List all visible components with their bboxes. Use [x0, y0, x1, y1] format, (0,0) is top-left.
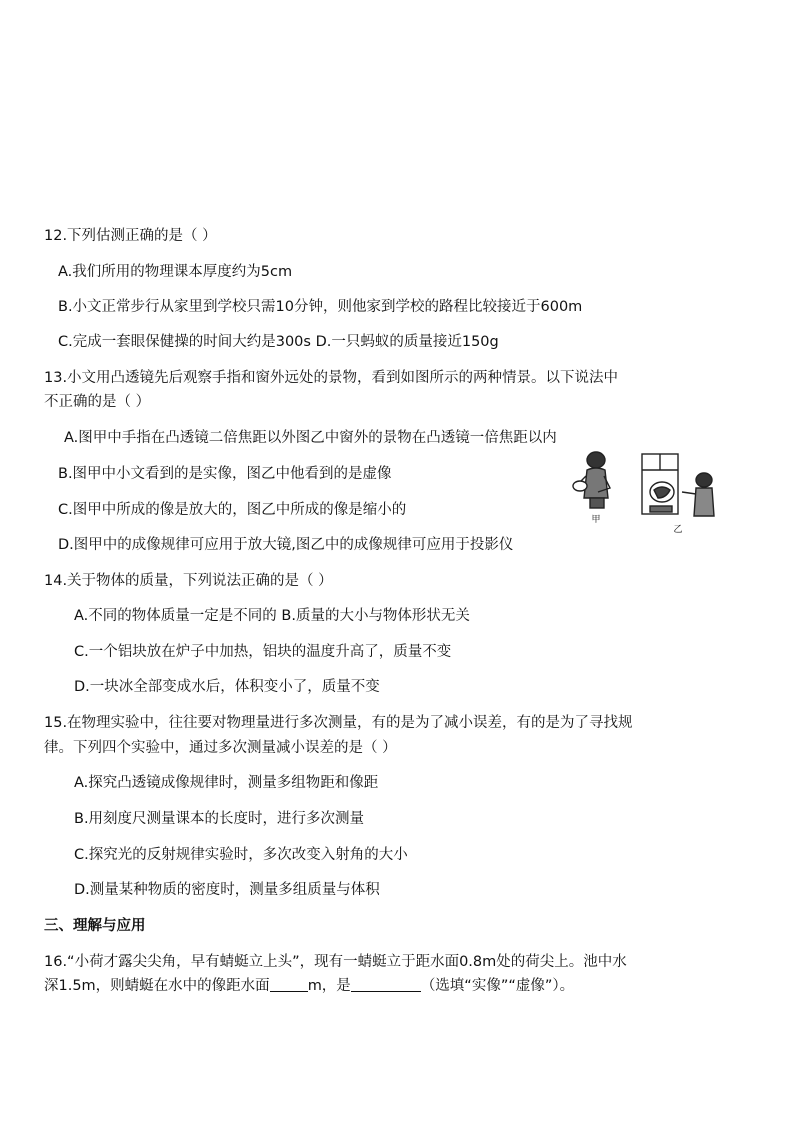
q14-option-ab: A.不同的物体质量一定是不同的 B.质量的大小与物体形状无关 [74, 608, 470, 624]
q16-line2 [44, 976, 574, 996]
q13-option-a: A.图甲中手指在凸透镜二倍焦距以外图乙中窗外的景物在凸透镜一倍焦距以内 [64, 430, 557, 446]
q13-option-c: C.图甲中所成的像是放大的，图乙中所成的像是缩小的 [58, 502, 407, 518]
q15-stem-line2: 律。下列四个实验中，通过多次测量减小误差的是（ ） [44, 740, 397, 756]
q15-stem-line1: 15.在物理实验中，往往要对物理量进行多次测量，有的是为了减小误差，有的是为了寻找规 [44, 715, 633, 731]
q13-option-b: B.图甲中小文看到的是实像，图乙中他看到的是虚像 [58, 466, 392, 482]
q12-option-a: A.我们所用的物理课本厚度约为5cm [58, 264, 293, 280]
q12-option-cd: C.完成一套眼保健操的时间大约是300s D.一只蚂蚁的质量接近150g [58, 334, 499, 350]
q13-stem-line1: 13.小文用凸透镜先后观察手指和窗外远处的景物，看到如图所示的两种情景。以下说法中 [44, 370, 619, 386]
lens-illustration [568, 446, 718, 536]
q16-line1: 16.“小荷才露尖尖角，早有蜻蜓立上头”，现有一蜻蜓立于距水面0.8m处的荷尖上。池中水 [44, 954, 627, 970]
figure-label-yi: 乙 [673, 525, 683, 535]
q13-option-d: D.图甲中的成像规律可应用于放大镜,图乙中的成像规律可应用于投影仪 [58, 537, 514, 553]
q15-option-b: B.用刻度尺测量课本的长度时，进行多次测量 [74, 811, 365, 827]
q14-option-c: C.一个铝块放在炉子中加热，铝块的温度升高了，质量不变 [74, 644, 452, 660]
q12-option-b: B.小文正常步行从家里到学校只需10分钟，则他家到学校的路程比较接近于600m [58, 299, 583, 315]
q15-option-a: A.探究凸透镜成像规律时，测量多组物距和像距 [74, 775, 379, 791]
q14-stem: 14.关于物体的质量，下列说法正确的是（ ） [44, 573, 333, 589]
figure-label-jia: 甲 [591, 515, 601, 525]
figure-yi [642, 454, 714, 516]
q15-option-c: C.探究光的反射规律实验时，多次改变入射角的大小 [74, 847, 408, 863]
section-title: 三、理解与应用 [44, 918, 146, 934]
q16-text-a: 深1.5m，则蜻蜓在水中的像距水面 [44, 978, 270, 994]
q16-text-c: （选填“实像”“虚像”）。 [420, 978, 575, 994]
q13-stem-line2: 不正确的是（ ） [44, 394, 151, 410]
q16-blank-distance[interactable] [270, 977, 308, 992]
q12-stem: 12.下列估测正确的是（ ） [44, 228, 217, 244]
q14-option-d: D.一块冰全部变成水后，体积变小了，质量不变 [74, 679, 380, 695]
q15-option-d: D.测量某种物质的密度时，测量多组质量与体积 [74, 882, 380, 898]
q16-blank-image-type[interactable] [351, 977, 421, 992]
figure-jia [573, 452, 610, 508]
q16-text-b: m，是 [307, 978, 351, 994]
